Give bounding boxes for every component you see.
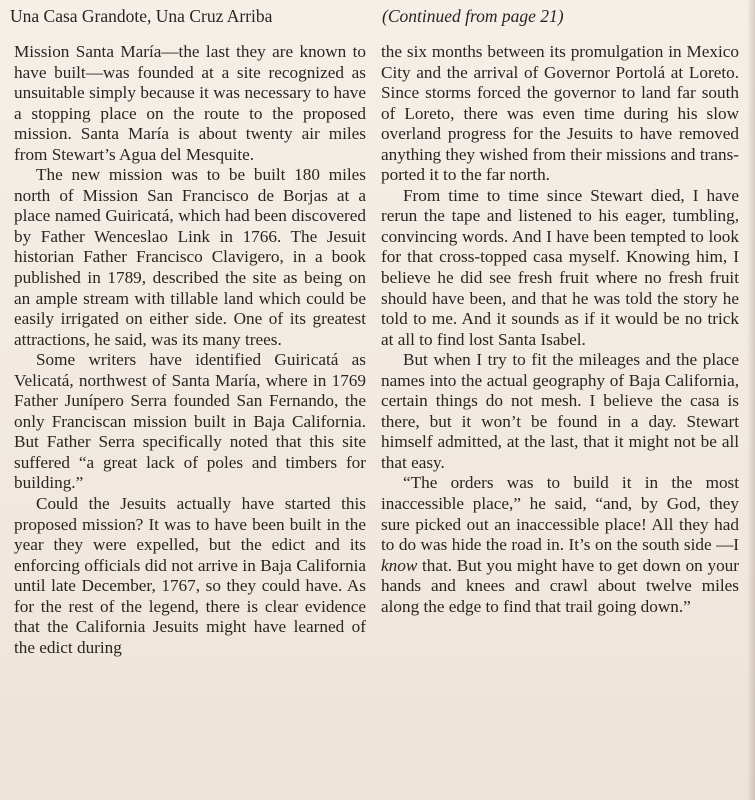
running-head <box>10 6 745 30</box>
paragraph: Some writers have identified Guiricatá as Velicatá, northwest of Santa María, where in 1769 Father Junípero Serra founded San Fernando, the only Franciscan mission built in Baja California. But Father Serra specifically noted that this site suffered “a great lack of poles and timbers for building.” <box>14 350 366 493</box>
article-title: Una Casa Grandote, Una Cruz Arriba <box>10 6 273 26</box>
paragraph: Could the Jesuits actually have started this proposed mission? It was to have been built in the year they were expelled, but the edict and its enforcing officials did not arrive in Baja California until late December, 1767, so they could have. As for the rest of the legend, there is clear evidence that the California Jesuits might have learned of the edict during <box>14 494 366 657</box>
paragraph: Mission Santa María—the last they are known to have built—was founded at a site recognized as unsuitable simply because it was necessary to have a stopping place on the route to the proposed mission. Santa María is about twenty air miles from Stewart’s Agua del Mesquite. <box>14 42 366 164</box>
left-column <box>14 42 366 658</box>
paragraph: But when I try to fit the mileages and the place names into the actual geography of Baja California, certain things do not mesh. I believe the casa is there, but it won’t be found in a day. Stewart himself admitted, at the last, that it might not be all that easy. <box>381 350 739 472</box>
paragraph: The new mission was to be built 180 miles north of Mission San Francisco de Borjas at a place named Guiricatá, which had been discovered by Father Wenceslao Link in 1766. The Jesuit historian Father Francisco Clavigero, in a book published in 1789, described the site as being on an ample stream with tillable land which could be easily irrigated on either side. One of its greatest attractions, he said, was its many trees. <box>14 165 366 349</box>
quote-text: that. But you might have to get down on your hands and knees and crawl about twelve miles along the edge to find that trail going down.” <box>381 555 739 616</box>
scan-edge-shadow <box>747 0 755 800</box>
paragraph <box>381 473 739 617</box>
quote-text: “The orders was to build it in the most inaccessible place,” he said, “and, by God, they sure picked out an inaccessible place! All they had to do was hide the road in. It’s on the south side —I <box>381 473 739 555</box>
right-column <box>381 42 739 617</box>
continued-note: (Continued from page 21) <box>382 6 564 26</box>
paragraph: the six months between its promulgation in Mexico City and the arrival of Governor Portolá at Loreto. Since storms forced the governor to land far south of Loreto, there was even time during his slow overland progress for the Jesuits to have removed anything they wished from their missions and transported it to the far north. <box>381 42 739 185</box>
paragraph: From time to time since Stewart died, I have rerun the tape and listened to his eager, tumbling, convincing words. And I have been tempted to look for that cross-topped casa myself. Knowing him, I believe he did see fresh fruit where no fresh fruit should have been, and that he was told the story he told to me. And it sounds as if it would be no trick at all to find lost Santa Isabel. <box>381 185 739 349</box>
emphasis-text: know <box>381 555 418 575</box>
